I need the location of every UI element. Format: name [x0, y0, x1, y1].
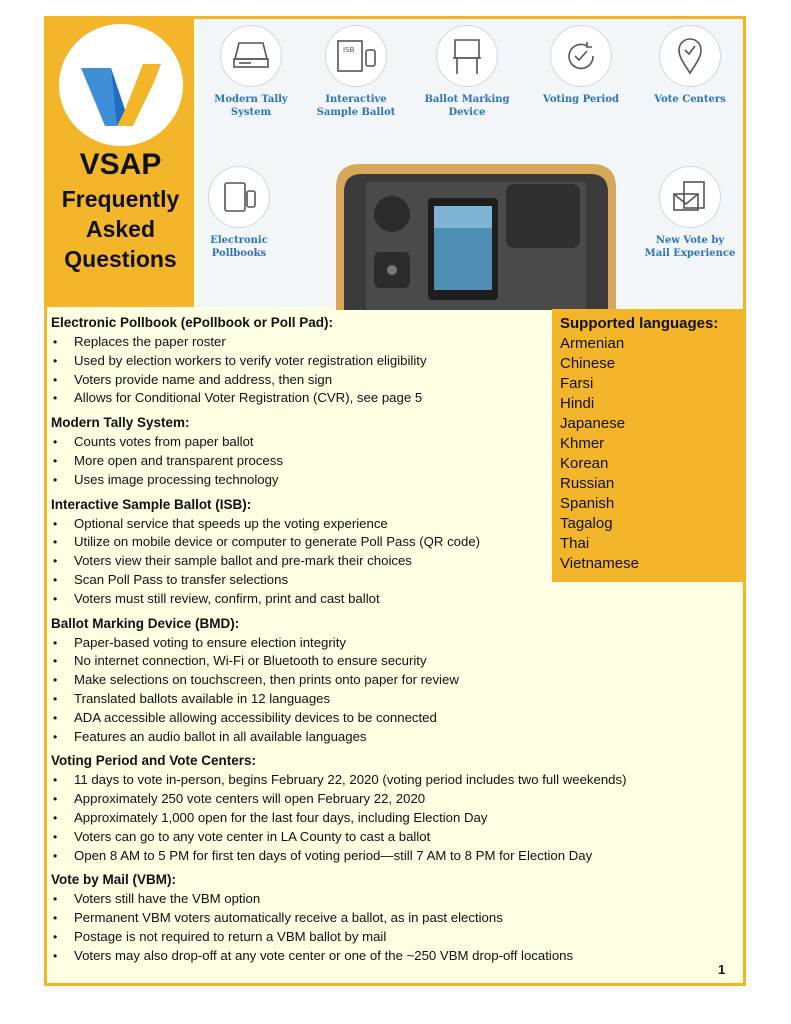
bullet-item: • Replaces the paper roster [51, 333, 731, 352]
feature-ballot-marking-device [417, 25, 517, 119]
language-item: Spanish [560, 495, 615, 512]
bullet-list [51, 433, 731, 489]
bullet-item: • Voters view their sample ballot and pre-mark their choices [51, 552, 731, 571]
bullet-item: • Allows for Conditional Voter Registration (CVR), see page 5 [51, 389, 731, 408]
voting-booth-icon [436, 25, 498, 87]
bullet-item: • More open and transparent process [51, 452, 731, 471]
feature-modern-tally [201, 25, 301, 119]
bullet-item: • Scan Poll Pass to transfer selections [51, 571, 731, 590]
isb-ballot-icon [325, 25, 387, 87]
language-item: Chinese [560, 355, 616, 372]
language-item: Farsi [560, 375, 594, 392]
bullet-list [51, 515, 731, 609]
language-item: Japanese [560, 415, 626, 432]
feature-label: New Vote by Mail Experience [644, 235, 736, 259]
language-item: Tagalog [560, 515, 613, 532]
language-item: Khmer [560, 435, 605, 452]
bullet-item: • Approximately 1,000 open for the last four days, including Election Day [51, 809, 731, 828]
feature-interactive-sample-ballot [306, 25, 406, 119]
tablet-devices-icon [208, 166, 270, 228]
feature-label: Modern Tally System [214, 94, 288, 118]
section-heading: Vote by Mail (VBM): [51, 872, 177, 888]
section-voting-period [51, 751, 731, 865]
bullet-item: • Postage is not required to return a VBM ballot by mail [51, 928, 731, 947]
bullet-item: • Used by election workers to verify voter registration eligibility [51, 352, 731, 371]
languages-title: Supported languages: [560, 315, 719, 332]
section-vote-by-mail [51, 870, 731, 965]
bullet-item: • Voters still have the VBM option [51, 890, 731, 909]
feature-vote-by-mail [640, 166, 740, 260]
bullet-list [51, 634, 731, 747]
page-subtitle-line-1: Frequently [61, 186, 180, 212]
bullet-item: • No internet connection, Wi-Fi or Bluetooth to ensure security [51, 652, 731, 671]
bullet-item: • Voters may also drop-off at any vote center or one of the ~250 VBM drop-off locations [51, 947, 731, 966]
section-interactive-sample-ballot [51, 495, 731, 609]
svg-text:ISB: ISB [343, 46, 355, 54]
mail-envelope-icon [659, 166, 721, 228]
language-item: Hindi [560, 395, 595, 412]
language-item: Korean [560, 455, 609, 472]
scanner-icon [220, 25, 282, 87]
page-subtitle-line-2: Asked [85, 216, 156, 242]
bullet-item: • Approximately 250 vote centers will open February 22, 2020 [51, 790, 731, 809]
vsap-logo [59, 24, 183, 146]
language-item: Russian [560, 475, 615, 492]
section-heading: Electronic Pollbook (ePollbook or Poll Pad): [51, 315, 334, 330]
language-item: Armenian [560, 335, 625, 352]
location-pin-icon [659, 25, 721, 87]
feature-label: Vote Centers [654, 94, 726, 105]
bullet-item: • Voters can go to any vote center in LA County to cast a ballot [51, 828, 731, 847]
feature-voting-period [531, 25, 631, 106]
bullet-list [51, 333, 731, 408]
language-item: Thai [560, 535, 590, 552]
page-subtitle-line-3: Questions [64, 246, 177, 272]
bullet-item: • Uses image processing technology [51, 471, 731, 490]
faq-content [51, 313, 731, 971]
ballot-marking-device-image [330, 158, 622, 310]
section-heading: Modern Tally System: [51, 415, 190, 431]
bullet-item: • Features an audio ballot in all available languages [51, 728, 731, 747]
section-heading: Voting Period and Vote Centers: [51, 753, 257, 769]
bullet-item: • 11 days to vote in-person, begins February 22, 2020 (voting period includes two full weekends) [51, 771, 731, 790]
bullet-item: • Open 8 AM to 5 PM for first ten days of voting period—still 7 AM to 8 PM for Election Day [51, 847, 731, 866]
bullet-item: • Permanent VBM voters automatically receive a ballot, as in past elections [51, 909, 731, 928]
feature-label: Electronic Pollbooks [210, 235, 268, 259]
section-heading: Ballot Marking Device (BMD): [51, 615, 240, 631]
bullet-item: • Voters must still review, confirm, print and cast ballot [51, 590, 731, 609]
feature-electronic-pollbooks [189, 166, 289, 260]
bullet-item: • Make selections on touchscreen, then prints onto paper for review [51, 671, 731, 690]
bullet-list [51, 890, 731, 965]
bullet-item: • Counts votes from paper ballot [51, 433, 731, 452]
bullet-item: • Voters provide name and address, then sign [51, 371, 731, 390]
calendar-check-icon [550, 25, 612, 87]
section-heading: Interactive Sample Ballot (ISB): [51, 496, 252, 512]
feature-label: Voting Period [542, 94, 619, 105]
feature-label: Ballot Marking Device [424, 94, 510, 118]
section-ballot-marking-device [51, 614, 731, 747]
page-number: 1 [718, 962, 726, 977]
language-item: Vietnamese [560, 555, 639, 572]
title-block [47, 148, 194, 274]
bullet-list [51, 771, 731, 865]
bullet-item: • Paper-based voting to ensure election integrity [51, 634, 731, 653]
bullet-item: • Utilize on mobile device or computer to generate Poll Pass (QR code) [51, 533, 731, 552]
page-title: VSAP [79, 148, 162, 181]
bullet-item: • ADA accessible allowing accessibility devices to be connected [51, 709, 731, 728]
feature-vote-centers [640, 25, 740, 106]
section-electronic-pollbook [51, 313, 731, 408]
feature-label: Interactive Sample Ballot [316, 94, 396, 118]
bullet-item: • Translated ballots available in 12 languages [51, 690, 731, 709]
bullet-item: • Optional service that speeds up the voting experience [51, 515, 731, 534]
section-modern-tally [51, 413, 731, 489]
